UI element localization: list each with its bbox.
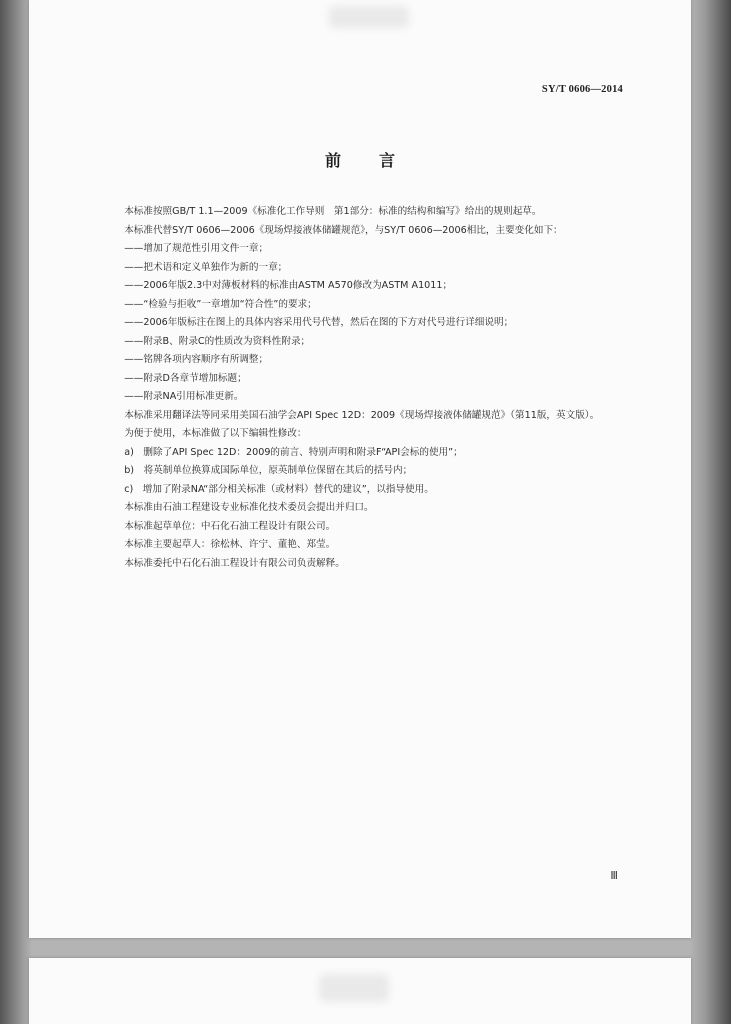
page-number: Ⅲ	[610, 870, 618, 882]
edit-item: a) 删除了API Spec 12D：2009的前言、特别声明和附录F“API会标的使用”；	[124, 446, 463, 458]
scan-smudge	[319, 974, 389, 1002]
change-item: ——附录D各章节增加标题；	[124, 372, 247, 384]
next-document-page	[29, 958, 691, 1024]
change-item: ——增加了规范性引用文件一章；	[124, 243, 269, 254]
paragraph-drafting-rules: 本标准按照GB/T 1.1—2009《标准化工作导则 第1部分：标准的结构和编写》给出的规则起草。	[124, 206, 542, 217]
title-char-1: 前	[324, 151, 341, 170]
title-char-2: 言	[379, 151, 396, 170]
foreword-body	[105, 203, 625, 573]
edit-item: c) 增加了附录NA“部分相关标准（或材料）替代的建议”，以指导使用。	[124, 483, 434, 495]
document-code: SY/T 0606—2014	[541, 84, 623, 95]
scan-smudge	[329, 6, 409, 28]
paragraph-replacement: 本标准代替SY/T 0606—2006《现场焊接液体储罐规范》，与SY/T 0606—2006相比，主要变化如下：	[124, 224, 563, 236]
change-item: ——附录NA引用标准更新。	[124, 391, 244, 402]
change-item: ——把术语和定义单独作为新的一章；	[124, 261, 288, 273]
change-item: ——2006年版2.3中对薄板材料的标准由ASTM A570修改为ASTM A1011；	[124, 280, 453, 291]
paragraph-adoption: 本标准采用翻译法等同采用美国石油学会API Spec 12D：2009《现场焊接液体储罐规范》（第11版，英文版）。	[124, 409, 600, 421]
paragraph-drafters: 本标准主要起草人：徐松林、许宁、董艳、郑莹。	[124, 539, 336, 550]
paragraph-proposer: 本标准由石油工程建设专业标准化技术委员会提出并归口。	[124, 502, 374, 513]
paragraph-drafting-unit: 本标准起草单位：中石化石油工程设计有限公司。	[124, 520, 336, 532]
change-item: ——铭牌各项内容顺序有所调整；	[124, 354, 269, 365]
paragraph-interpretation: 本标准委托中石化石油工程设计有限公司负责解释。	[124, 557, 345, 569]
paragraph-editorial-intro: 为便于使用，本标准做了以下编辑性修改：	[124, 428, 307, 439]
page-title	[29, 148, 691, 171]
edit-item: b) 将英制单位换算成国际单位，原英制单位保留在其后的括号内；	[124, 465, 413, 476]
change-item: ——“检验与拒收”一章增加“符合性”的要求；	[124, 298, 317, 310]
document-page	[29, 0, 691, 938]
change-item: ——附录B、附录C的性质改为资料性附录；	[124, 335, 311, 347]
change-item: ——2006年版标注在图上的具体内容采用代号代替，然后在图的下方对代号进行详细说明；	[124, 317, 514, 328]
